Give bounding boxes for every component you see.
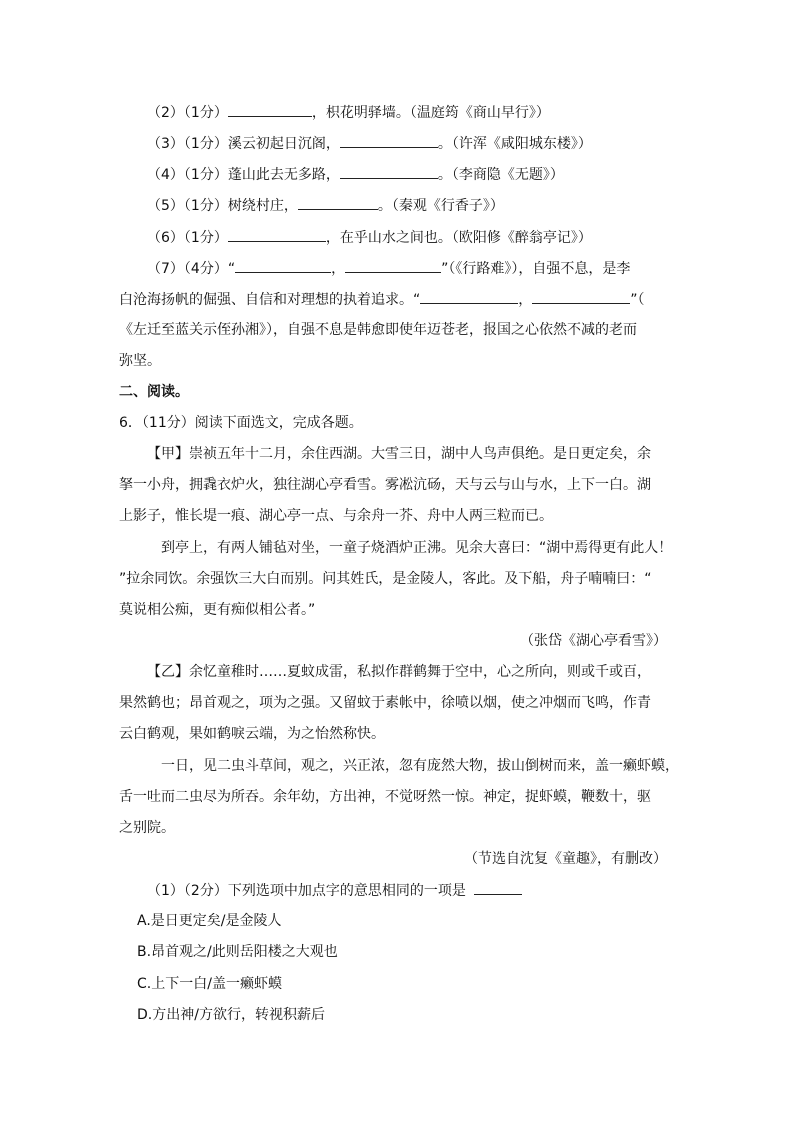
answer-blank[interactable]	[228, 227, 326, 242]
option-a: A.是日更定矣/是金陵人	[137, 913, 282, 929]
section-title: 二、阅读。	[119, 384, 189, 400]
q5-item-3-prefix: （3）（1分）溪云初起日沉阁，	[147, 136, 340, 152]
jia-p2-line-2: ”拉余同饮。余强饮三大白而别。问其姓氏，是金陵人，客此。及下船，舟子喃喃曰：“	[119, 571, 652, 587]
q5-item-7-line-2	[119, 289, 645, 310]
jia-p1-line-3: 上影子，惟长堤一痕、湖心亭一点、与余舟一芥、舟中人两三粒而已。	[119, 508, 553, 524]
yi-p1-line-1: 【乙】余忆童稚时……夏蚊成雷，私拟作群鹤舞于空中，心之所向，则或千或百，	[147, 664, 651, 680]
yi-p2-line-3: 之别院。	[119, 820, 175, 836]
jia-source: （张岱《湖心亭看雪》）	[520, 633, 667, 649]
q5-item-6-prefix: （6）（1分）	[147, 230, 228, 246]
answer-blank[interactable]	[340, 133, 438, 148]
yi-p2-line-1: 一日，见二虫斗草间，观之，兴正浓，忽有庞然大物，拔山倒树而来，盖一癞虾蟆，	[161, 758, 679, 774]
q5-item-7-line-4: 弥坚。	[119, 353, 161, 369]
q5-item-7-suffix: ”（《行路难》），自强不息，是李	[441, 261, 631, 277]
q5-item-7-mid: ，	[331, 261, 346, 277]
q5-item-4-suffix: 。（李商隐《无题》）	[437, 167, 564, 183]
yi-p1-line-2: 果然鹤也；昂首观之，项为之强。又留蚊于素帐中，徐喷以烟，使之冲烟而飞鸣，作青	[119, 695, 651, 711]
jia-p2-line-1: 到亭上，有两人铺毡对坐，一童子烧酒炉正沸。见余大喜曰：“湖中焉得更有此人！	[161, 540, 673, 556]
answer-blank[interactable]	[474, 880, 522, 895]
option-c: C.上下一白/盖一癞虾蟆	[137, 976, 282, 992]
answer-blank[interactable]	[298, 195, 378, 210]
q5-item-7-prefix: （7）（4分）“	[147, 261, 236, 277]
jia-p2-line-3: 莫说相公痴，更有痴似相公者。”	[119, 602, 316, 618]
q5-item-5	[147, 195, 504, 216]
q5-item-2-prefix: （2）（1分）	[147, 105, 228, 121]
q5-item-7-line-1	[147, 258, 630, 279]
q6-intro: 6．（11分）阅读下面选文，完成各题。	[119, 415, 363, 431]
yi-p2-line-2: 舌一吐而二虫尽为所吞。余年幼，方出神，不觉呀然一惊。神定，捉虾蟆，鞭数十，驱	[119, 789, 651, 805]
answer-blank[interactable]	[420, 289, 518, 304]
q5-item-5-suffix: 。（秦观《行香子》）	[377, 198, 504, 214]
q5-item-2	[147, 102, 550, 123]
yi-source: （节选自沈复《童趣》，有删改）	[464, 851, 667, 867]
q6-sub1-stem	[147, 880, 522, 901]
answer-blank[interactable]	[340, 164, 438, 179]
option-b: B.昂首观之/此则岳阳楼之大观也	[137, 944, 338, 960]
option-d: D.方出神/方欲行，转视积薪后	[137, 1007, 325, 1023]
yi-p1-line-3: 云白鹤观，果如鹤唳云端，为之怡然称快。	[119, 726, 385, 742]
q5-item-7-line2-prefix: 白沧海扬帆的倔强、自信和对理想的执着追求。“	[119, 292, 421, 308]
q5-item-5-prefix: （5）（1分）树绕村庄，	[147, 198, 298, 214]
q5-item-4-prefix: （4）（1分）蓬山此去无多路，	[147, 167, 340, 183]
q5-item-7-line2-mid: ，	[518, 292, 533, 308]
q5-item-7-line2-suffix: ”（	[630, 292, 645, 308]
q5-item-7-line-3: 《左迁至蓝关示侄孙湘》），自强不息是韩愈即使年迈苍老，报国之心依然不减的老而	[119, 322, 637, 338]
answer-blank[interactable]	[228, 102, 312, 117]
jia-p1-line-2: 拏一小舟，拥毳衣炉火，独往湖心亭看雪。雾凇沆砀，天与云与山与水，上下一白。湖	[119, 477, 651, 493]
answer-blank[interactable]	[235, 258, 331, 273]
q5-item-4	[147, 164, 564, 185]
q5-item-6	[147, 227, 592, 248]
jia-p1-line-1: 【甲】崇祯五年十二月，余住西湖。大雪三日，湖中人鸟声俱绝。是日更定矣，余	[147, 446, 651, 462]
q5-item-3	[147, 133, 592, 154]
q5-item-6-suffix: ，在乎山水之间也。（欧阳修《醉翁亭记》）	[325, 230, 592, 246]
answer-blank[interactable]	[345, 258, 441, 273]
answer-blank[interactable]	[532, 289, 630, 304]
q6-sub1-stem-text: （1）（2分）下列选项中加点字的意思相同的一项是	[147, 883, 466, 899]
q5-item-2-suffix: ，枳花明驿墙。（温庭筠《商山早行》）	[311, 105, 550, 121]
q5-item-3-suffix: 。（许浑《咸阳城东楼》）	[437, 136, 592, 152]
